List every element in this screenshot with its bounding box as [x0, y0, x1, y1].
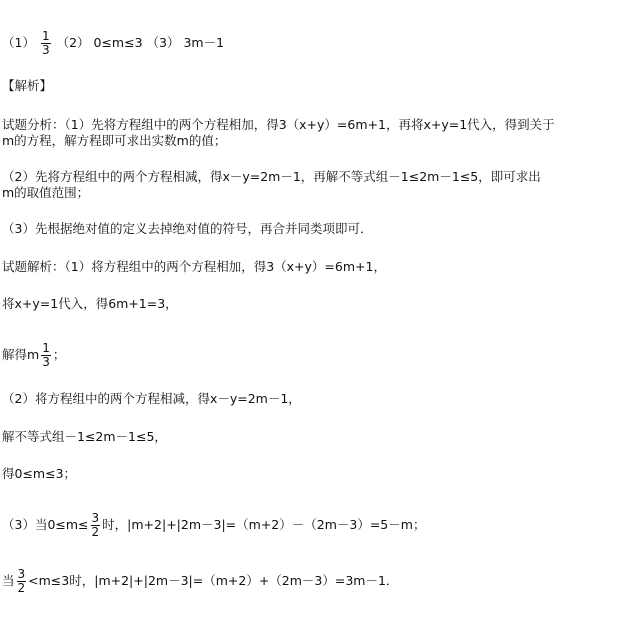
- solution-3-suffix: ；: [52, 347, 66, 362]
- solution-3-fraction: [41, 342, 51, 369]
- solution-7-fraction: [91, 512, 101, 539]
- section-heading: 【解析】: [2, 78, 53, 93]
- solution-7-prefix: （3）当0≤m≤: [2, 517, 89, 532]
- solution-line-3: [2, 342, 65, 369]
- answer-3: （3） 3m－1: [146, 35, 225, 50]
- fraction-numerator: 1: [42, 341, 50, 355]
- answer-line: [2, 30, 224, 57]
- solution-3-prefix: 解得m: [2, 347, 40, 362]
- solution-line-8: [2, 568, 398, 595]
- solution-line-1: 试题解析：（1）将方程组中的两个方程相加，得3（x+y）=6m+1，: [2, 259, 386, 274]
- solution-8-fraction: [17, 568, 27, 595]
- analysis-2-line-2: m的取值范围；: [2, 185, 90, 200]
- solution-8-suffix: <m≤3时，|m+2|+|2m－3|=（m+2）+（2m－3）=3m－1．: [28, 573, 399, 588]
- fraction-numerator: 3: [91, 511, 100, 525]
- solution-8-prefix: 当: [2, 573, 15, 588]
- analysis-1-line-1: 试题分析：（1）先将方程组中的两个方程相加，得3（x+y）=6m+1，再将x+y=1代入，得到关于: [2, 117, 555, 132]
- analysis-1-line-2: m的方程，解方程即可求出实数m的值；: [2, 133, 227, 148]
- fraction-numerator: 1: [41, 29, 50, 43]
- analysis-2-line-1: （2）先将方程组中的两个方程相减，得x－y=2m－1，再解不等式组－1≤2m－1≤5，即可求出: [2, 169, 541, 184]
- solution-line-6: 得0≤m≤3；: [2, 466, 77, 481]
- solution-line-2: 将x+y=1代入，得6m+1=3，: [2, 296, 178, 311]
- fraction-numerator: 3: [17, 567, 26, 581]
- fraction-denominator: 3: [42, 355, 50, 369]
- fraction-denominator: 2: [17, 581, 26, 595]
- answer-2: （2） 0≤m≤3: [56, 35, 143, 50]
- answer-1-label: （1）: [2, 35, 35, 50]
- solution-7-suffix: 时，|m+2|+|2m－3|=（m+2）－（2m－3）=5－m；: [102, 517, 426, 532]
- answer-1-fraction: [41, 30, 51, 57]
- solution-line-7: [2, 512, 425, 539]
- solution-line-4: （2）将方程组中的两个方程相减，得x－y=2m－1，: [2, 391, 301, 406]
- solution-line-5: 解不等式组－1≤2m－1≤5，: [2, 429, 167, 444]
- fraction-denominator: 3: [41, 43, 50, 57]
- analysis-3: （3）先根据绝对值的定义去掉绝对值的符号，再合并同类项即可．: [2, 221, 373, 236]
- fraction-denominator: 2: [91, 525, 100, 539]
